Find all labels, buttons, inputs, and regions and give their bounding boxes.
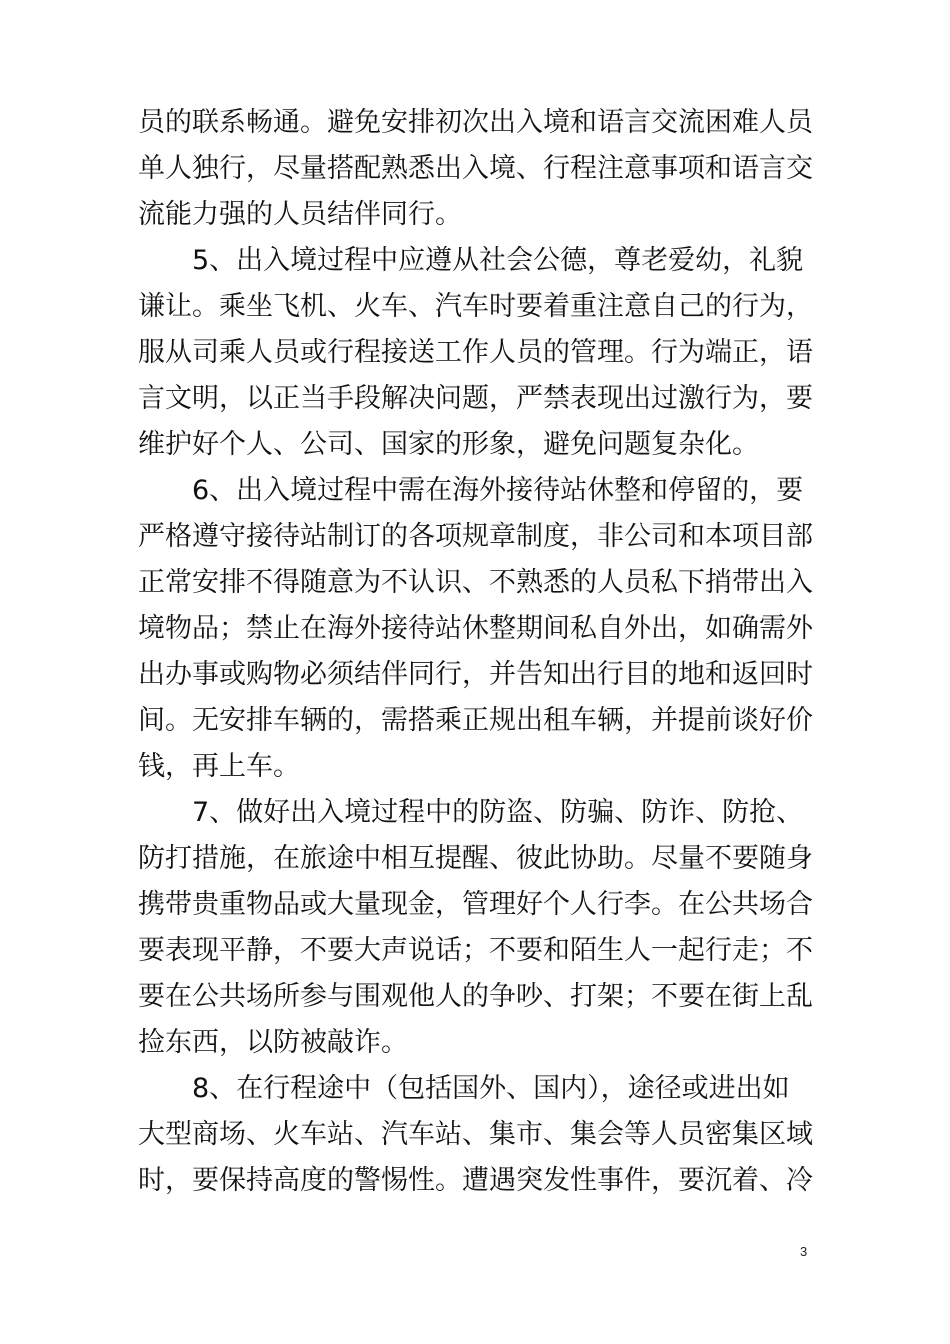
body-text xyxy=(138,100,838,1204)
text-line: 境物品；禁止在海外接待站休整期间私自外出，如确需外 xyxy=(138,613,813,644)
text-line: 维护好个人、公司、国家的形象，避免问题复杂化。 xyxy=(138,429,759,460)
text-line: 流能力强的人员结伴同行。 xyxy=(138,199,462,230)
text-line: 时，要保持高度的警惕性。遭遇突发性事件，要沉着、冷 xyxy=(138,1165,813,1196)
text-line: 6、出入境过程中需在海外接待站休整和停留的，要 xyxy=(138,475,804,506)
text-line: 要在公共场所参与围观他人的争吵、打架；不要在街上乱 xyxy=(138,981,813,1012)
text-line: 捡东西，以防被敲诈。 xyxy=(138,1027,408,1058)
text-line: 5、出入境过程中应遵从社会公德，尊老爱幼，礼貌 xyxy=(138,245,804,276)
text-line: 钱，再上车。 xyxy=(138,751,300,782)
text-line: 员的联系畅通。避免安排初次出入境和语言交流困难人员 xyxy=(138,107,813,138)
text-line: 谦让。乘坐飞机、火车、汽车时要着重注意自己的行为， xyxy=(138,291,813,322)
text-line: 严格遵守接待站制订的各项规章制度，非公司和本项目部 xyxy=(138,521,813,552)
text-line: 服从司乘人员或行程接送工作人员的管理。行为端正，语 xyxy=(138,337,813,368)
text-line: 单人独行，尽量搭配熟悉出入境、行程注意事项和语言交 xyxy=(138,153,813,184)
text-line: 大型商场、火车站、汽车站、集市、集会等人员密集区域 xyxy=(138,1119,813,1150)
text-line: 出办事或购物必须结伴同行，并告知出行目的地和返回时 xyxy=(138,659,813,690)
page-number: 3 xyxy=(800,1244,808,1259)
text-line: 言文明，以正当手段解决问题，严禁表现出过激行为，要 xyxy=(138,383,813,414)
text-line: 间。无安排车辆的，需搭乘正规出租车辆，并提前谈好价 xyxy=(138,705,813,736)
text-line: 防打措施，在旅途中相互提醒、彼此协助。尽量不要随身 xyxy=(138,843,813,874)
text-line: 8、在行程途中（包括国外、国内），途径或进出如 xyxy=(138,1073,790,1104)
text-line: 7、做好出入境过程中的防盗、防骗、防诈、防抢、 xyxy=(138,797,804,828)
text-line: 要表现平静，不要大声说话；不要和陌生人一起行走；不 xyxy=(138,935,813,966)
text-line: 携带贵重物品或大量现金，管理好个人行李。在公共场合 xyxy=(138,889,813,920)
text-line: 正常安排不得随意为不认识、不熟悉的人员私下捎带出入 xyxy=(138,567,813,598)
